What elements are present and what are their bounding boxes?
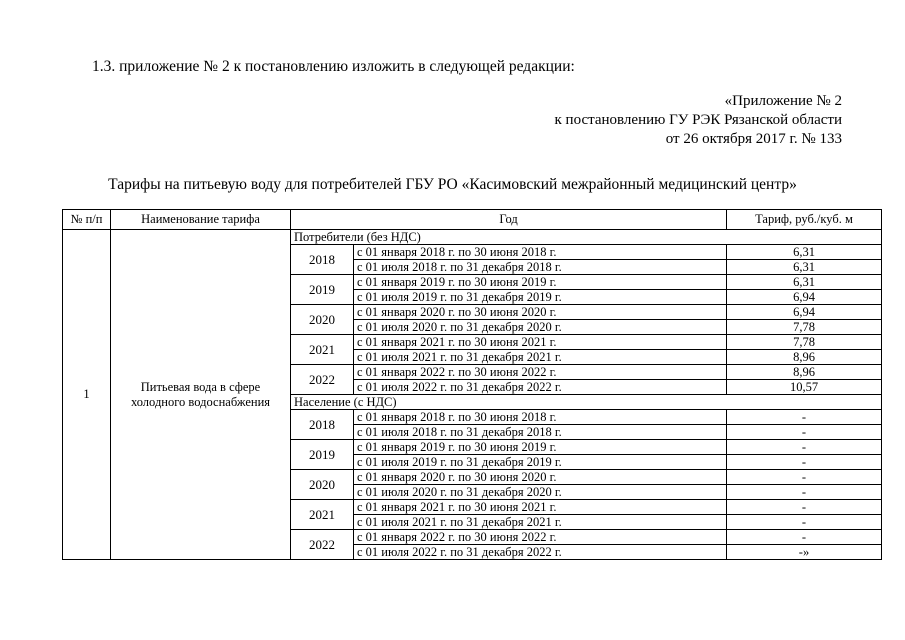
tariff-value-cell: 6,31 [727, 260, 882, 275]
year-cell: 2020 [291, 470, 354, 500]
appendix-line-2: к постановлению ГУ РЭК Рязанской области [554, 112, 842, 128]
tariff-value-cell: - [727, 425, 882, 440]
tariff-value-cell: - [727, 455, 882, 470]
group-label: Население (с НДС) [291, 395, 882, 410]
tariff-value-cell: - [727, 440, 882, 455]
tariff-value-cell: - [727, 530, 882, 545]
header-name: Наименование тарифа [111, 210, 291, 230]
tariff-value-cell: - [727, 515, 882, 530]
year-cell: 2018 [291, 245, 354, 275]
year-cell: 2019 [291, 275, 354, 305]
table-header-row [63, 210, 882, 230]
tariff-value-cell: - [727, 500, 882, 515]
period-cell: с 01 июля 2020 г. по 31 декабря 2020 г. [354, 485, 727, 500]
group-row [63, 230, 882, 245]
appendix-line-1: «Приложение № 2 [724, 93, 842, 109]
appendix-header [555, 92, 842, 149]
tariff-value-cell: 7,78 [727, 320, 882, 335]
year-cell: 2021 [291, 335, 354, 365]
period-cell: с 01 июля 2019 г. по 31 декабря 2019 г. [354, 455, 727, 470]
period-cell: с 01 января 2022 г. по 30 июня 2022 г. [354, 530, 727, 545]
tariff-table [62, 209, 882, 560]
tariff-value-cell: 8,96 [727, 365, 882, 380]
tariff-value-cell: 10,57 [727, 380, 882, 395]
period-cell: с 01 января 2018 г. по 30 июня 2018 г. [354, 410, 727, 425]
tariff-value-cell: 7,78 [727, 335, 882, 350]
period-cell: с 01 января 2019 г. по 30 июня 2019 г. [354, 440, 727, 455]
header-num: № п/п [63, 210, 111, 230]
tariff-name: Питьевая вода в сфере холодного водоснабжения [111, 230, 291, 560]
period-cell: с 01 января 2021 г. по 30 июня 2021 г. [354, 335, 727, 350]
year-cell: 2020 [291, 305, 354, 335]
period-cell: с 01 июля 2018 г. по 31 декабря 2018 г. [354, 425, 727, 440]
row-number: 1 [63, 230, 111, 560]
tariff-value-cell: 6,94 [727, 305, 882, 320]
period-cell: с 01 июля 2018 г. по 31 декабря 2018 г. [354, 260, 727, 275]
period-cell: с 01 января 2021 г. по 30 июня 2021 г. [354, 500, 727, 515]
tariff-value-cell: 8,96 [727, 350, 882, 365]
appendix-line-3: от 26 октября 2017 г. № 133 [665, 131, 842, 147]
year-cell: 2022 [291, 365, 354, 395]
table-body [63, 230, 882, 560]
period-cell: с 01 июля 2022 г. по 31 декабря 2022 г. [354, 380, 727, 395]
period-cell: с 01 января 2022 г. по 30 июня 2022 г. [354, 365, 727, 380]
header-tariff: Тариф, руб./куб. м [727, 210, 882, 230]
intro-paragraph: 1.3. приложение № 2 к постановлению изложить в следующей редакции: [92, 58, 575, 75]
period-cell: с 01 января 2018 г. по 30 июня 2018 г. [354, 245, 727, 260]
period-cell: с 01 июля 2021 г. по 31 декабря 2021 г. [354, 350, 727, 365]
group-label: Потребители (без НДС) [291, 230, 882, 245]
document-title: Тарифы на питьевую воду для потребителей ГБУ РО «Касимовский межрайонный медицинский центр» [108, 176, 797, 193]
year-cell: 2021 [291, 500, 354, 530]
period-cell: с 01 января 2020 г. по 30 июня 2020 г. [354, 470, 727, 485]
tariff-value-cell: 6,94 [727, 290, 882, 305]
tariff-value-cell: 6,31 [727, 245, 882, 260]
header-year: Год [291, 210, 727, 230]
period-cell: с 01 января 2019 г. по 30 июня 2019 г. [354, 275, 727, 290]
period-cell: с 01 июля 2021 г. по 31 декабря 2021 г. [354, 515, 727, 530]
tariff-value-cell: -» [727, 545, 882, 560]
year-cell: 2022 [291, 530, 354, 560]
period-cell: с 01 июля 2019 г. по 31 декабря 2019 г. [354, 290, 727, 305]
tariff-value-cell: 6,31 [727, 275, 882, 290]
period-cell: с 01 января 2020 г. по 30 июня 2020 г. [354, 305, 727, 320]
tariff-value-cell: - [727, 485, 882, 500]
period-cell: с 01 июля 2020 г. по 31 декабря 2020 г. [354, 320, 727, 335]
year-cell: 2019 [291, 440, 354, 470]
tariff-value-cell: - [727, 470, 882, 485]
period-cell: с 01 июля 2022 г. по 31 декабря 2022 г. [354, 545, 727, 560]
year-cell: 2018 [291, 410, 354, 440]
tariff-value-cell: - [727, 410, 882, 425]
